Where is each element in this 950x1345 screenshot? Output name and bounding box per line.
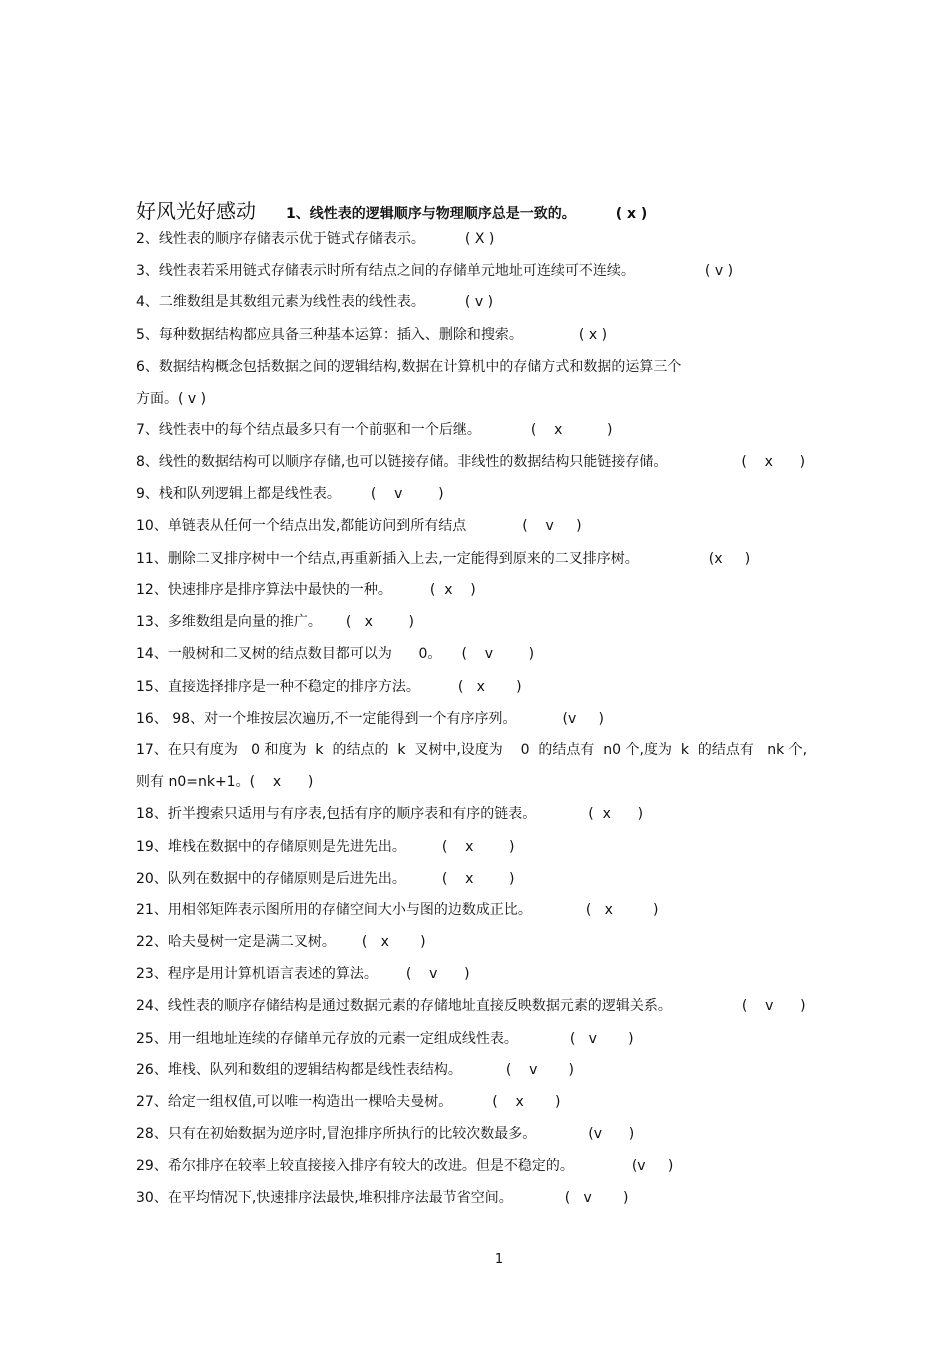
question-number: 18 — [136, 806, 154, 822]
question-answer: (v ) — [588, 1126, 635, 1142]
question-text: 、栈和队列逻辑上都是线性表。 — [144, 486, 341, 502]
question-text: 、给定一组权值,可以唯一构造出一棵哈夫曼树。 — [153, 1094, 453, 1110]
question-number: 16 — [136, 711, 154, 727]
question-number: 30 — [136, 1190, 154, 1206]
question-item-21 — [136, 900, 658, 920]
question-item-3 — [136, 261, 733, 281]
question-answer: ( v ) — [464, 294, 494, 310]
question-item-27 — [136, 1092, 560, 1112]
question-item-6-continuation — [136, 389, 206, 409]
question-answer: ( x ) — [578, 327, 608, 343]
question-text: 、在平均情况下,快速排序法最快,堆积排序法最节省空间。 — [153, 1190, 513, 1206]
question-answer: ( v ) — [505, 1062, 574, 1078]
question-text: 、线性表若采用链式存储表示时所有结点之间的存储单元地址可连续可不连续。 — [144, 263, 635, 279]
question-item-2 — [136, 229, 494, 249]
question-text: 、删除二叉排序树中一个结点,再重新插入上去,一定能得到原来的二叉排序树。 — [153, 551, 639, 567]
question-number: 3 — [136, 263, 145, 279]
question-answer: ( x ) — [429, 582, 476, 598]
question-text: 、折半搜索只适用与有序表,包括有序的顺序表和有序的链表。 — [153, 806, 537, 822]
question-answer: ( v ) — [461, 646, 535, 662]
question-number: 2 — [136, 231, 145, 247]
question-item-1 — [136, 195, 647, 224]
question-text: 、每种数据结构都应具备三种基本运算：插入、删除和搜索。 — [144, 327, 523, 343]
question-text-continuation: 则有 n0=nk+1。( x ) — [136, 774, 314, 790]
question-text: 、一般树和二叉树的结点数目都可以为 0。 — [153, 646, 442, 662]
question-text: 、线性的数据结构可以顺序存储,也可以链接存储。非线性的数据结构只能链接存储。 — [144, 454, 668, 470]
question-answer: ( x ) — [441, 871, 515, 887]
question-number: 13 — [136, 614, 154, 630]
question-item-9 — [136, 484, 444, 504]
question-text: 、线性表的逻辑顺序与物理顺序总是一致的。 — [295, 206, 576, 222]
question-item-5 — [136, 325, 607, 345]
question-number: 7 — [136, 422, 145, 438]
document-header-title: 好风光好感动 — [136, 199, 256, 223]
question-item-23 — [136, 964, 470, 984]
question-item-16 — [136, 709, 604, 729]
question-number: 20 — [136, 871, 154, 887]
question-number: 9 — [136, 486, 145, 502]
question-item-17-continuation — [136, 772, 313, 792]
question-answer: (v ) — [562, 711, 605, 727]
question-number: 22 — [136, 934, 154, 950]
question-item-14 — [136, 644, 534, 664]
question-answer: (x ) — [708, 551, 751, 567]
question-answer: ( v ) — [522, 518, 582, 534]
question-number: 17 — [136, 742, 154, 758]
question-item-15 — [136, 677, 522, 697]
question-answer: ( x ) — [492, 1094, 561, 1110]
question-item-20 — [136, 869, 514, 889]
question-number: 27 — [136, 1094, 154, 1110]
question-answer: ( x ) — [615, 206, 648, 222]
question-answer: ( v ) — [569, 1031, 634, 1047]
question-number: 15 — [136, 679, 154, 695]
question-number: 21 — [136, 902, 154, 918]
question-item-13 — [136, 612, 414, 632]
question-text: 、线性表的顺序存储结构是通过数据元素的存储地址直接反映数据元素的逻辑关系。 — [153, 998, 672, 1014]
page-number: 1 — [494, 1252, 504, 1267]
question-text: 、快速排序是排序算法中最快的一种。 — [153, 582, 392, 598]
question-item-10 — [136, 516, 582, 536]
question-number: 6 — [136, 359, 145, 375]
question-answer: ( v ) — [370, 486, 444, 502]
question-number: 1 — [286, 206, 296, 222]
question-text: 、 98、对一个堆按层次遍历,不一定能得到一个有序序列。 — [153, 711, 517, 727]
question-text: 、线性表的顺序存储表示优于链式存储表示。 — [144, 231, 425, 247]
question-text: 、二维数组是其数组元素为线性表的线性表。 — [144, 294, 425, 310]
question-item-26 — [136, 1060, 574, 1080]
question-item-29 — [136, 1156, 673, 1176]
question-item-18 — [136, 804, 643, 824]
question-text: 、队列在数据中的存储原则是后进先出。 — [153, 871, 406, 887]
question-answer: ( x ) — [457, 679, 522, 695]
question-answer: ( v ) — [704, 263, 734, 279]
question-number: 4 — [136, 294, 145, 310]
question-item-12 — [136, 580, 476, 600]
question-text: 、多维数组是向量的推广。 — [153, 614, 322, 630]
question-number: 14 — [136, 646, 154, 662]
question-answer: ( x ) — [441, 839, 515, 855]
question-text: 、用相邻矩阵表示图所用的存储空间大小与图的边数成正比。 — [153, 902, 532, 918]
question-answer: ( x ) — [345, 614, 414, 630]
question-number: 12 — [136, 582, 154, 598]
question-answer: ( x ) — [530, 422, 613, 438]
question-answer: ( v ) — [741, 998, 806, 1014]
question-item-19 — [136, 837, 514, 857]
question-number: 5 — [136, 327, 145, 343]
question-item-4 — [136, 292, 493, 312]
question-number: 11 — [136, 551, 154, 567]
question-text: 、程序是用计算机语言表述的算法。 — [153, 966, 378, 982]
question-number: 23 — [136, 966, 154, 982]
question-text: 、数据结构概念包括数据之间的逻辑结构,数据在计算机中的存储方式和数据的运算三个 — [144, 359, 682, 375]
question-item-28 — [136, 1124, 634, 1144]
question-number: 19 — [136, 839, 154, 855]
question-number: 10 — [136, 518, 154, 534]
question-answer: ( x ) — [741, 454, 806, 470]
question-text: 、只有在初始数据为逆序时,冒泡排序所执行的比较次数最多。 — [153, 1126, 537, 1142]
question-text: 、堆栈在数据中的存储原则是先进先出。 — [153, 839, 406, 855]
question-item-6 — [136, 357, 681, 377]
question-answer: ( X ) — [464, 231, 495, 247]
question-number: 25 — [136, 1031, 154, 1047]
question-answer: ( v ) — [564, 1190, 629, 1206]
question-item-25 — [136, 1029, 634, 1049]
question-item-30 — [136, 1188, 628, 1208]
question-number: 29 — [136, 1158, 154, 1174]
question-text-continuation: 方面。( v ) — [136, 391, 207, 407]
question-answer: ( v ) — [405, 966, 470, 982]
question-text: 、单链表从任何一个结点出发,都能访问到所有结点 — [153, 518, 467, 534]
question-number: 24 — [136, 998, 154, 1014]
question-text: 、堆栈、队列和数组的逻辑结构都是线性表结构。 — [153, 1062, 462, 1078]
question-text: 、直接选择排序是一种不稳定的排序方法。 — [153, 679, 420, 695]
question-answer: (v ) — [631, 1158, 674, 1174]
question-answer: ( x ) — [588, 806, 644, 822]
question-item-8 — [136, 452, 805, 472]
question-text: 、哈夫曼树一定是满二叉树。 — [153, 934, 336, 950]
question-answer: ( x ) — [585, 902, 659, 918]
question-item-11 — [136, 549, 750, 569]
question-number: 28 — [136, 1126, 154, 1142]
question-item-7 — [136, 420, 612, 440]
question-item-24 — [136, 996, 806, 1016]
question-number: 8 — [136, 454, 145, 470]
question-answer: ( x ) — [361, 934, 426, 950]
question-text: 、线性表中的每个结点最多只有一个前驱和一个后继。 — [144, 422, 481, 438]
question-text: 、在只有度为 0 和度为 k 的结点的 k 叉树中,设度为 0 的结点有 n0 个,度为 k 的结点有 nk 个, — [153, 742, 808, 758]
question-text: 、希尔排序在较率上较直接接入排序有较大的改进。但是不稳定的。 — [153, 1158, 574, 1174]
question-text: 、用一组地址连续的存储单元存放的元素一定组成线性表。 — [153, 1031, 518, 1047]
question-item-17 — [136, 740, 807, 760]
question-number: 26 — [136, 1062, 154, 1078]
question-item-22 — [136, 932, 426, 952]
